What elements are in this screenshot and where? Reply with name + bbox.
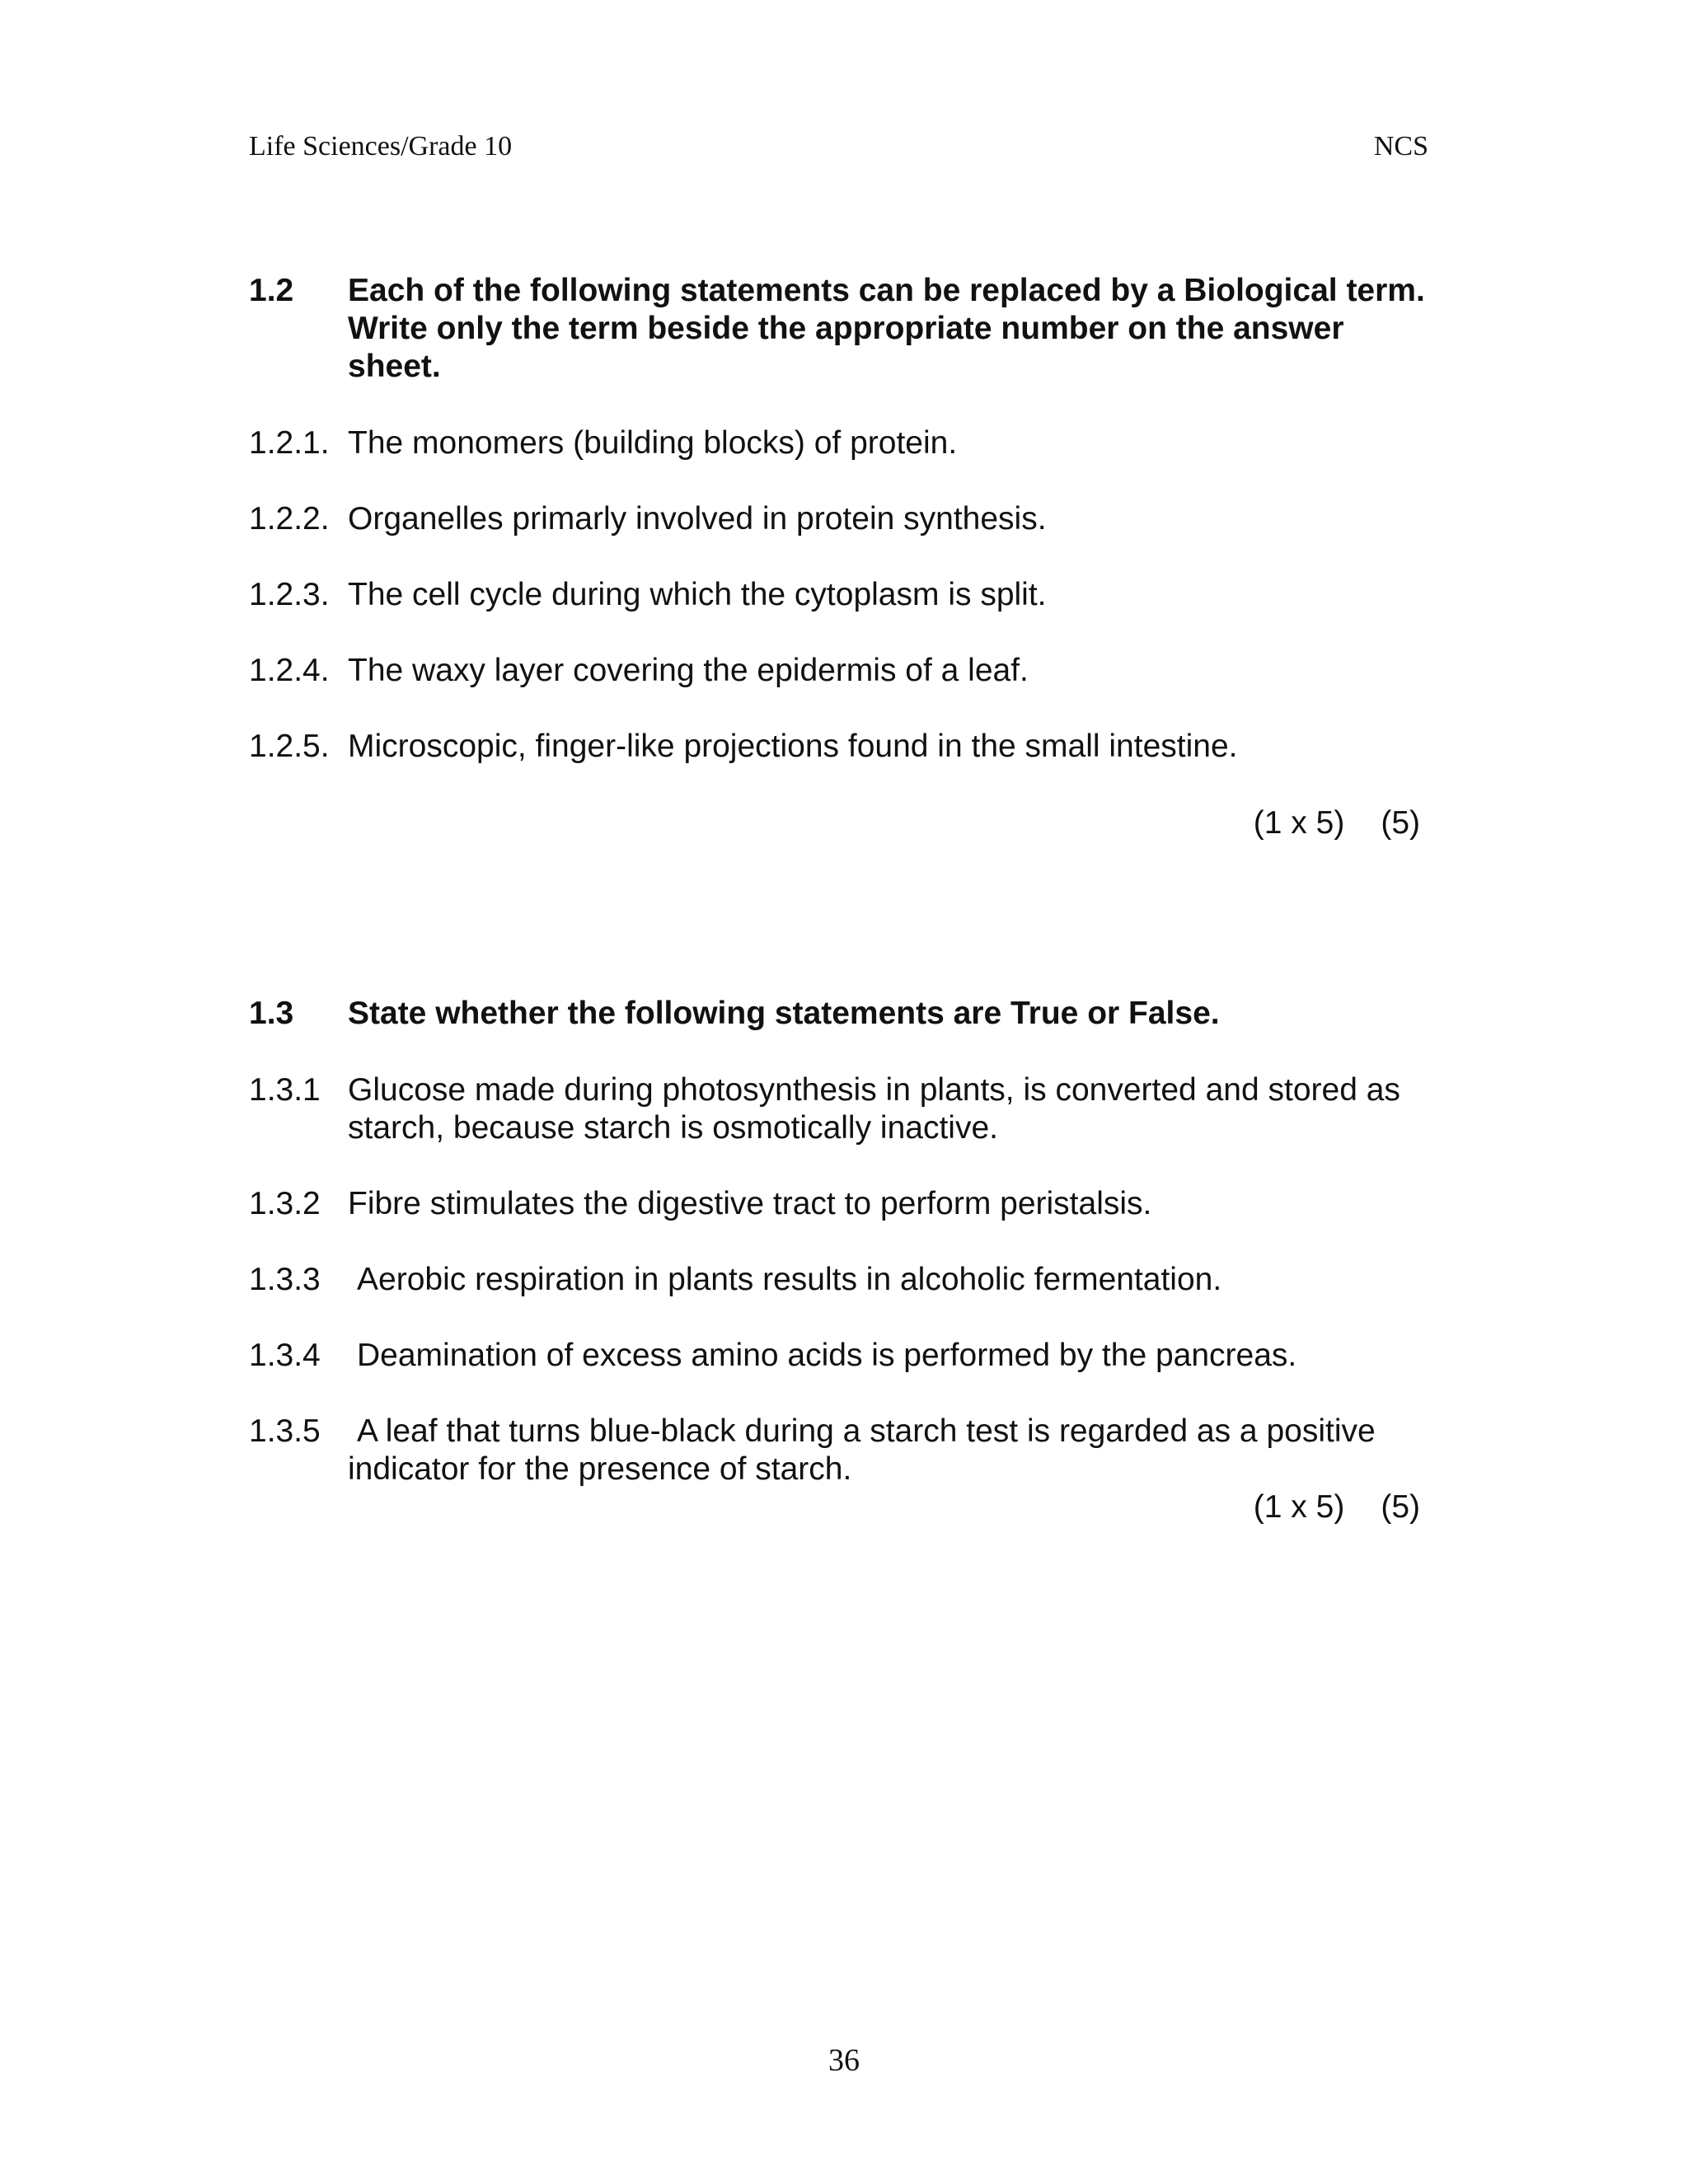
marks-calculation: (1 x 5) (1253, 805, 1345, 841)
item-number: 1.2.3. (249, 577, 330, 612)
question-item (249, 500, 1444, 538)
item-text: Organelles primarly involved in protein synthesis. (348, 501, 1047, 537)
item-text: Microscopic, finger-like projections found in the small intestine. (348, 729, 1238, 764)
question-1-3-heading (249, 995, 1436, 1033)
marks-total: (5) (1381, 805, 1420, 841)
question-item (249, 652, 1444, 690)
item-text: Fibre stimulates the digestive tract to perform peristalsis. (348, 1186, 1152, 1221)
item-text: The monomers (building blocks) of protein. (348, 425, 958, 461)
item-number: 1.2.2. (249, 501, 330, 537)
question-number: 1.3 (249, 996, 294, 1031)
header-curriculum: NCS (1373, 131, 1428, 162)
question-item (249, 728, 1444, 766)
marks-calculation: (1 x 5) (1253, 1489, 1345, 1525)
item-number: 1.2.5. (249, 729, 330, 764)
marks-allocation (1254, 804, 1420, 842)
item-number: 1.3.3 (249, 1262, 321, 1297)
question-instruction: State whether the following statements are True or False. (348, 996, 1220, 1031)
header-subject: Life Sciences/Grade 10 (249, 131, 513, 162)
item-text: Deamination of excess amino acids is performed by the pancreas. (357, 1338, 1297, 1373)
item-number: 1.2.4. (249, 653, 330, 688)
marks-total: (5) (1381, 1489, 1420, 1525)
item-number: 1.3.4 (249, 1338, 321, 1373)
item-number: 1.3.2 (249, 1186, 321, 1221)
question-item (249, 1185, 1444, 1223)
marks-allocation (1254, 1488, 1420, 1526)
item-number: 1.3.1 (249, 1072, 321, 1108)
item-number: 1.2.1. (249, 425, 330, 461)
question-item (249, 1071, 1444, 1147)
question-1-2-heading (249, 272, 1436, 386)
page-number: 36 (828, 2043, 860, 2078)
question-item (249, 576, 1444, 614)
question-item (249, 1261, 1444, 1299)
item-text: The cell cycle during which the cytoplasm is split. (348, 577, 1047, 612)
item-text: Glucose made during photosynthesis in plants, is converted and stored as starch, because starch is osmotically inactive. (348, 1072, 1400, 1146)
question-item (249, 1413, 1444, 1488)
item-text: The waxy layer covering the epidermis of a leaf. (348, 653, 1029, 688)
item-text: A leaf that turns blue-black during a starch test is regarded as a positive indicator for the presence of starch. (348, 1413, 1376, 1487)
question-item (249, 1337, 1444, 1375)
question-item (249, 424, 1444, 462)
item-text: Aerobic respiration in plants results in alcoholic fermentation. (357, 1262, 1222, 1297)
question-instruction: Each of the following statements can be replaced by a Biological term. Write only the term beside the appropriate number on the answer sheet. (348, 273, 1425, 384)
question-number: 1.2 (249, 273, 294, 308)
item-number: 1.3.5 (249, 1413, 321, 1449)
